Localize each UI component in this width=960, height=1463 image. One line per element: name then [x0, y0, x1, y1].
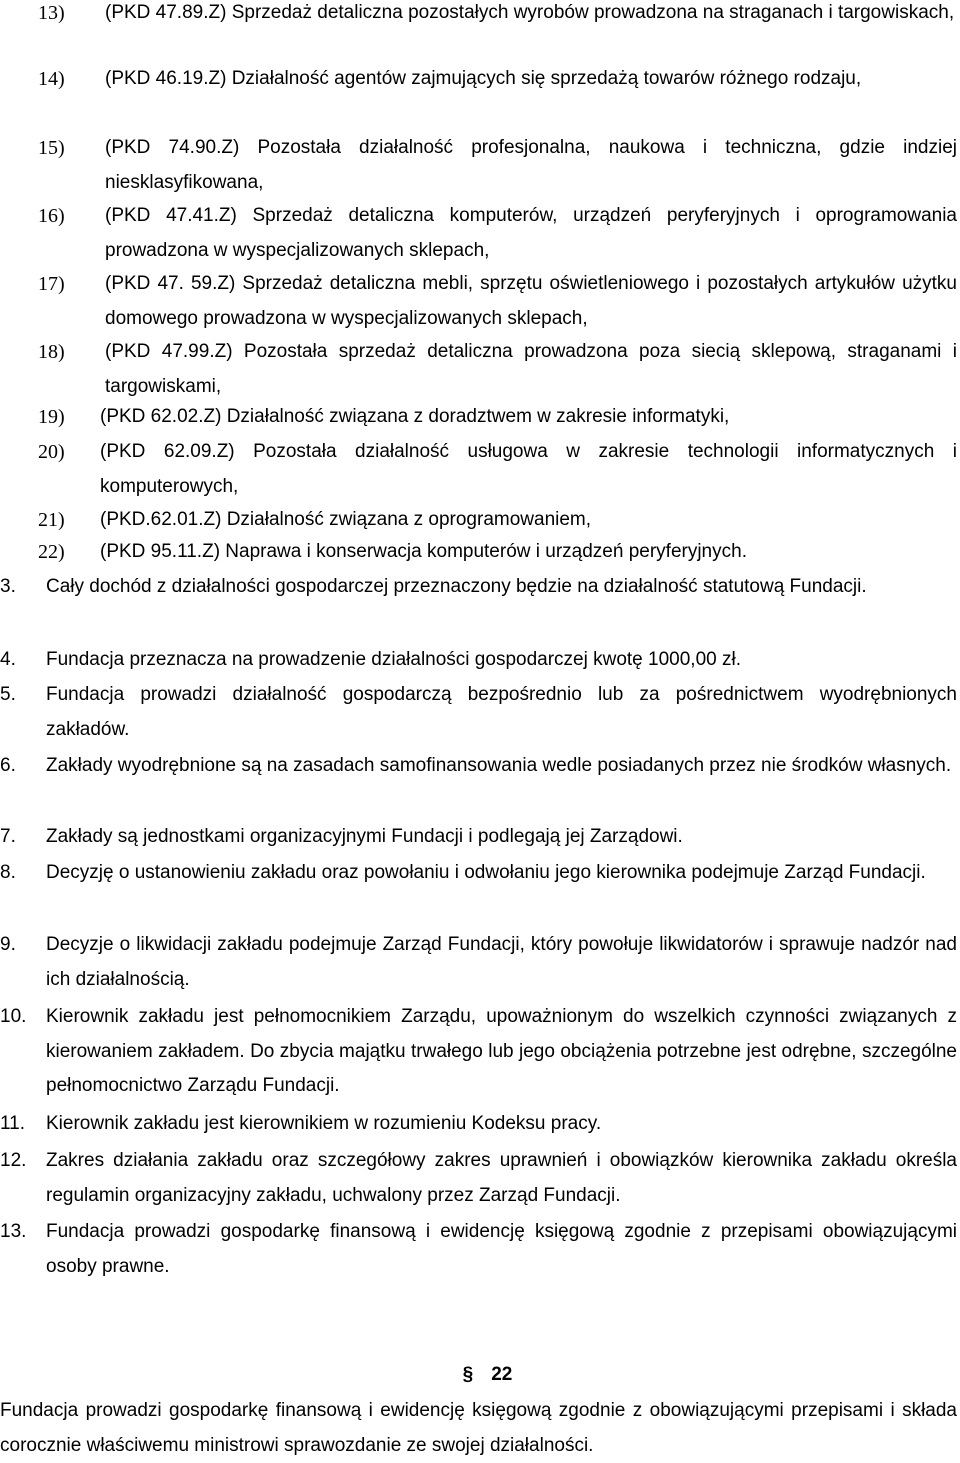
- list-item: [0, 678, 957, 747]
- list-item: [0, 400, 957, 435]
- list-item: [0, 199, 957, 268]
- item-text: Zakłady są jednostkami organizacyjnymi Fundacji i podlegają jej Zarządowi.: [46, 826, 683, 847]
- list-item: [0, 1215, 957, 1284]
- item-text: Zakłady wyodrębnione są na zasadach samofinansowania wedle posiadanych przez nie środków własnych.: [46, 755, 952, 776]
- list-item: [0, 0, 957, 31]
- section-paragraph: Fundacja prowadzi gospodarkę finansową i ewidencję księgową zgodnie z obowiązującymi przepisami i składa corocznie właściwemu ministrowi sprawozdanie ze swojej działalności.: [0, 1400, 957, 1456]
- item-text: (PKD 47. 59.Z) Sprzedaż detaliczna mebli, sprzętu oświetleniowego i pozostałych artykułów użytku domowego prowadzona w wyspecjalizowanych sklepach,: [105, 273, 957, 329]
- item-number: 12.: [0, 1150, 27, 1171]
- item-number: 13): [38, 2, 65, 24]
- list-item: [0, 131, 957, 200]
- item-text: Decyzję o ustanowieniu zakładu oraz powołaniu i odwołaniu jego kierownika podejmuje Zarząd Fundacji.: [46, 862, 926, 883]
- item-text: (PKD 47.41.Z) Sprzedaż detaliczna komputerów, urządzeń peryferyjnych i oprogramowania prowadzona w wyspecjalizowanych sklepach,: [105, 205, 957, 261]
- item-number: 13.: [0, 1221, 27, 1242]
- item-number: 7.: [0, 826, 16, 847]
- section-number: 22: [491, 1364, 513, 1385]
- item-number: 8.: [0, 862, 16, 883]
- item-text: Kierownik zakładu jest kierownikiem w rozumieniu Kodeksu pracy.: [46, 1113, 602, 1134]
- item-number: 6.: [0, 755, 16, 776]
- item-text: (PKD 62.09.Z) Pozostała działalność usługowa w zakresie technologii informatycznych i komputerowych,: [100, 441, 957, 497]
- list-item: [0, 62, 957, 97]
- list-item: [0, 820, 957, 855]
- list-item: [0, 1107, 957, 1142]
- item-number: 5.: [0, 684, 16, 705]
- section-symbol: §: [462, 1364, 474, 1385]
- list-item: [0, 535, 957, 570]
- item-number: 17): [38, 273, 65, 295]
- item-text: Kierownik zakładu jest pełnomocnikiem Zarządu, upoważnionym do wszelkich czynności związanych z kierowaniem zakładem. Do zbycia majątku trwałego lub jego obciążenia potrzebne jest odrębne, szczególne pełnomocnictwo Zarządu Fundacji.: [46, 1006, 957, 1096]
- item-number: 9.: [0, 934, 16, 955]
- item-text: Decyzje o likwidacji zakładu podejmuje Zarząd Fundacji, który powołuje likwidatorów i sprawuje nadzór nad ich działalnością.: [46, 934, 957, 990]
- list-item: [0, 928, 957, 997]
- list-item: [0, 643, 957, 678]
- list-item: [0, 1000, 957, 1104]
- item-text: Fundacja prowadzi działalność gospodarczą bezpośrednio lub za pośrednictwem wyodrębnionych zakładów.: [46, 684, 957, 740]
- list-item: [0, 570, 957, 605]
- item-text: (PKD 95.11.Z) Naprawa i konserwacja komputerów i urządzeń peryferyjnych.: [100, 541, 747, 562]
- item-text: Cały dochód z działalności gospodarczej przeznaczony będzie na działalność statutową Fundacji.: [46, 576, 867, 597]
- item-text: (PKD 62.02.Z) Działalność związana z doradztwem w zakresie informatyki,: [100, 406, 730, 427]
- item-text: (PKD.62.01.Z) Działalność związana z oprogramowaniem,: [100, 509, 592, 530]
- item-number: 22): [38, 541, 65, 563]
- item-text: Fundacja prowadzi gospodarkę finansową i ewidencję księgową zgodnie z przepisami obowiązującymi osoby prawne.: [46, 1221, 957, 1277]
- item-text: (PKD 74.90.Z) Pozostała działalność profesjonalna, naukowa i techniczna, gdzie indziej niesklasyfikowana,: [105, 137, 957, 193]
- item-number: 10.: [0, 1006, 27, 1027]
- list-item: [0, 749, 957, 784]
- list-item: [0, 856, 957, 891]
- item-text: (PKD 47.99.Z) Pozostała sprzedaż detaliczna prowadzona poza siecią sklepową, straganami i targowiskami,: [105, 341, 957, 397]
- item-number: 3.: [0, 576, 16, 597]
- item-number: 18): [38, 341, 65, 363]
- item-number: 16): [38, 205, 65, 227]
- item-text: (PKD 46.19.Z) Działalność agentów zajmujących się sprzedażą towarów różnego rodzaju,: [105, 68, 862, 89]
- item-number: 15): [38, 137, 65, 159]
- section-heading: [0, 1358, 957, 1393]
- item-text: (PKD 47.89.Z) Sprzedaż detaliczna pozostałych wyrobów prowadzona na straganach i targowiskach,: [105, 2, 955, 23]
- item-number: 20): [38, 441, 65, 463]
- item-text: Fundacja przeznacza na prowadzenie działalności gospodarczej kwotę 1000,00 zł.: [46, 649, 741, 670]
- item-number: 14): [38, 68, 65, 90]
- list-item: [0, 435, 957, 504]
- item-number: 11.: [0, 1113, 26, 1134]
- item-number: 21): [38, 509, 65, 531]
- item-text: Zakres działania zakładu oraz szczegółowy zakres uprawnień i obowiązków kierownika zakładu określa regulamin organizacyjny zakładu, uchwalony przez Zarząd Fundacji.: [46, 1150, 957, 1206]
- list-item: [0, 335, 957, 404]
- list-item: [0, 503, 957, 538]
- list-item: [0, 267, 957, 336]
- item-number: 19): [38, 406, 65, 428]
- list-item: [0, 1144, 957, 1213]
- item-number: 4.: [0, 649, 16, 670]
